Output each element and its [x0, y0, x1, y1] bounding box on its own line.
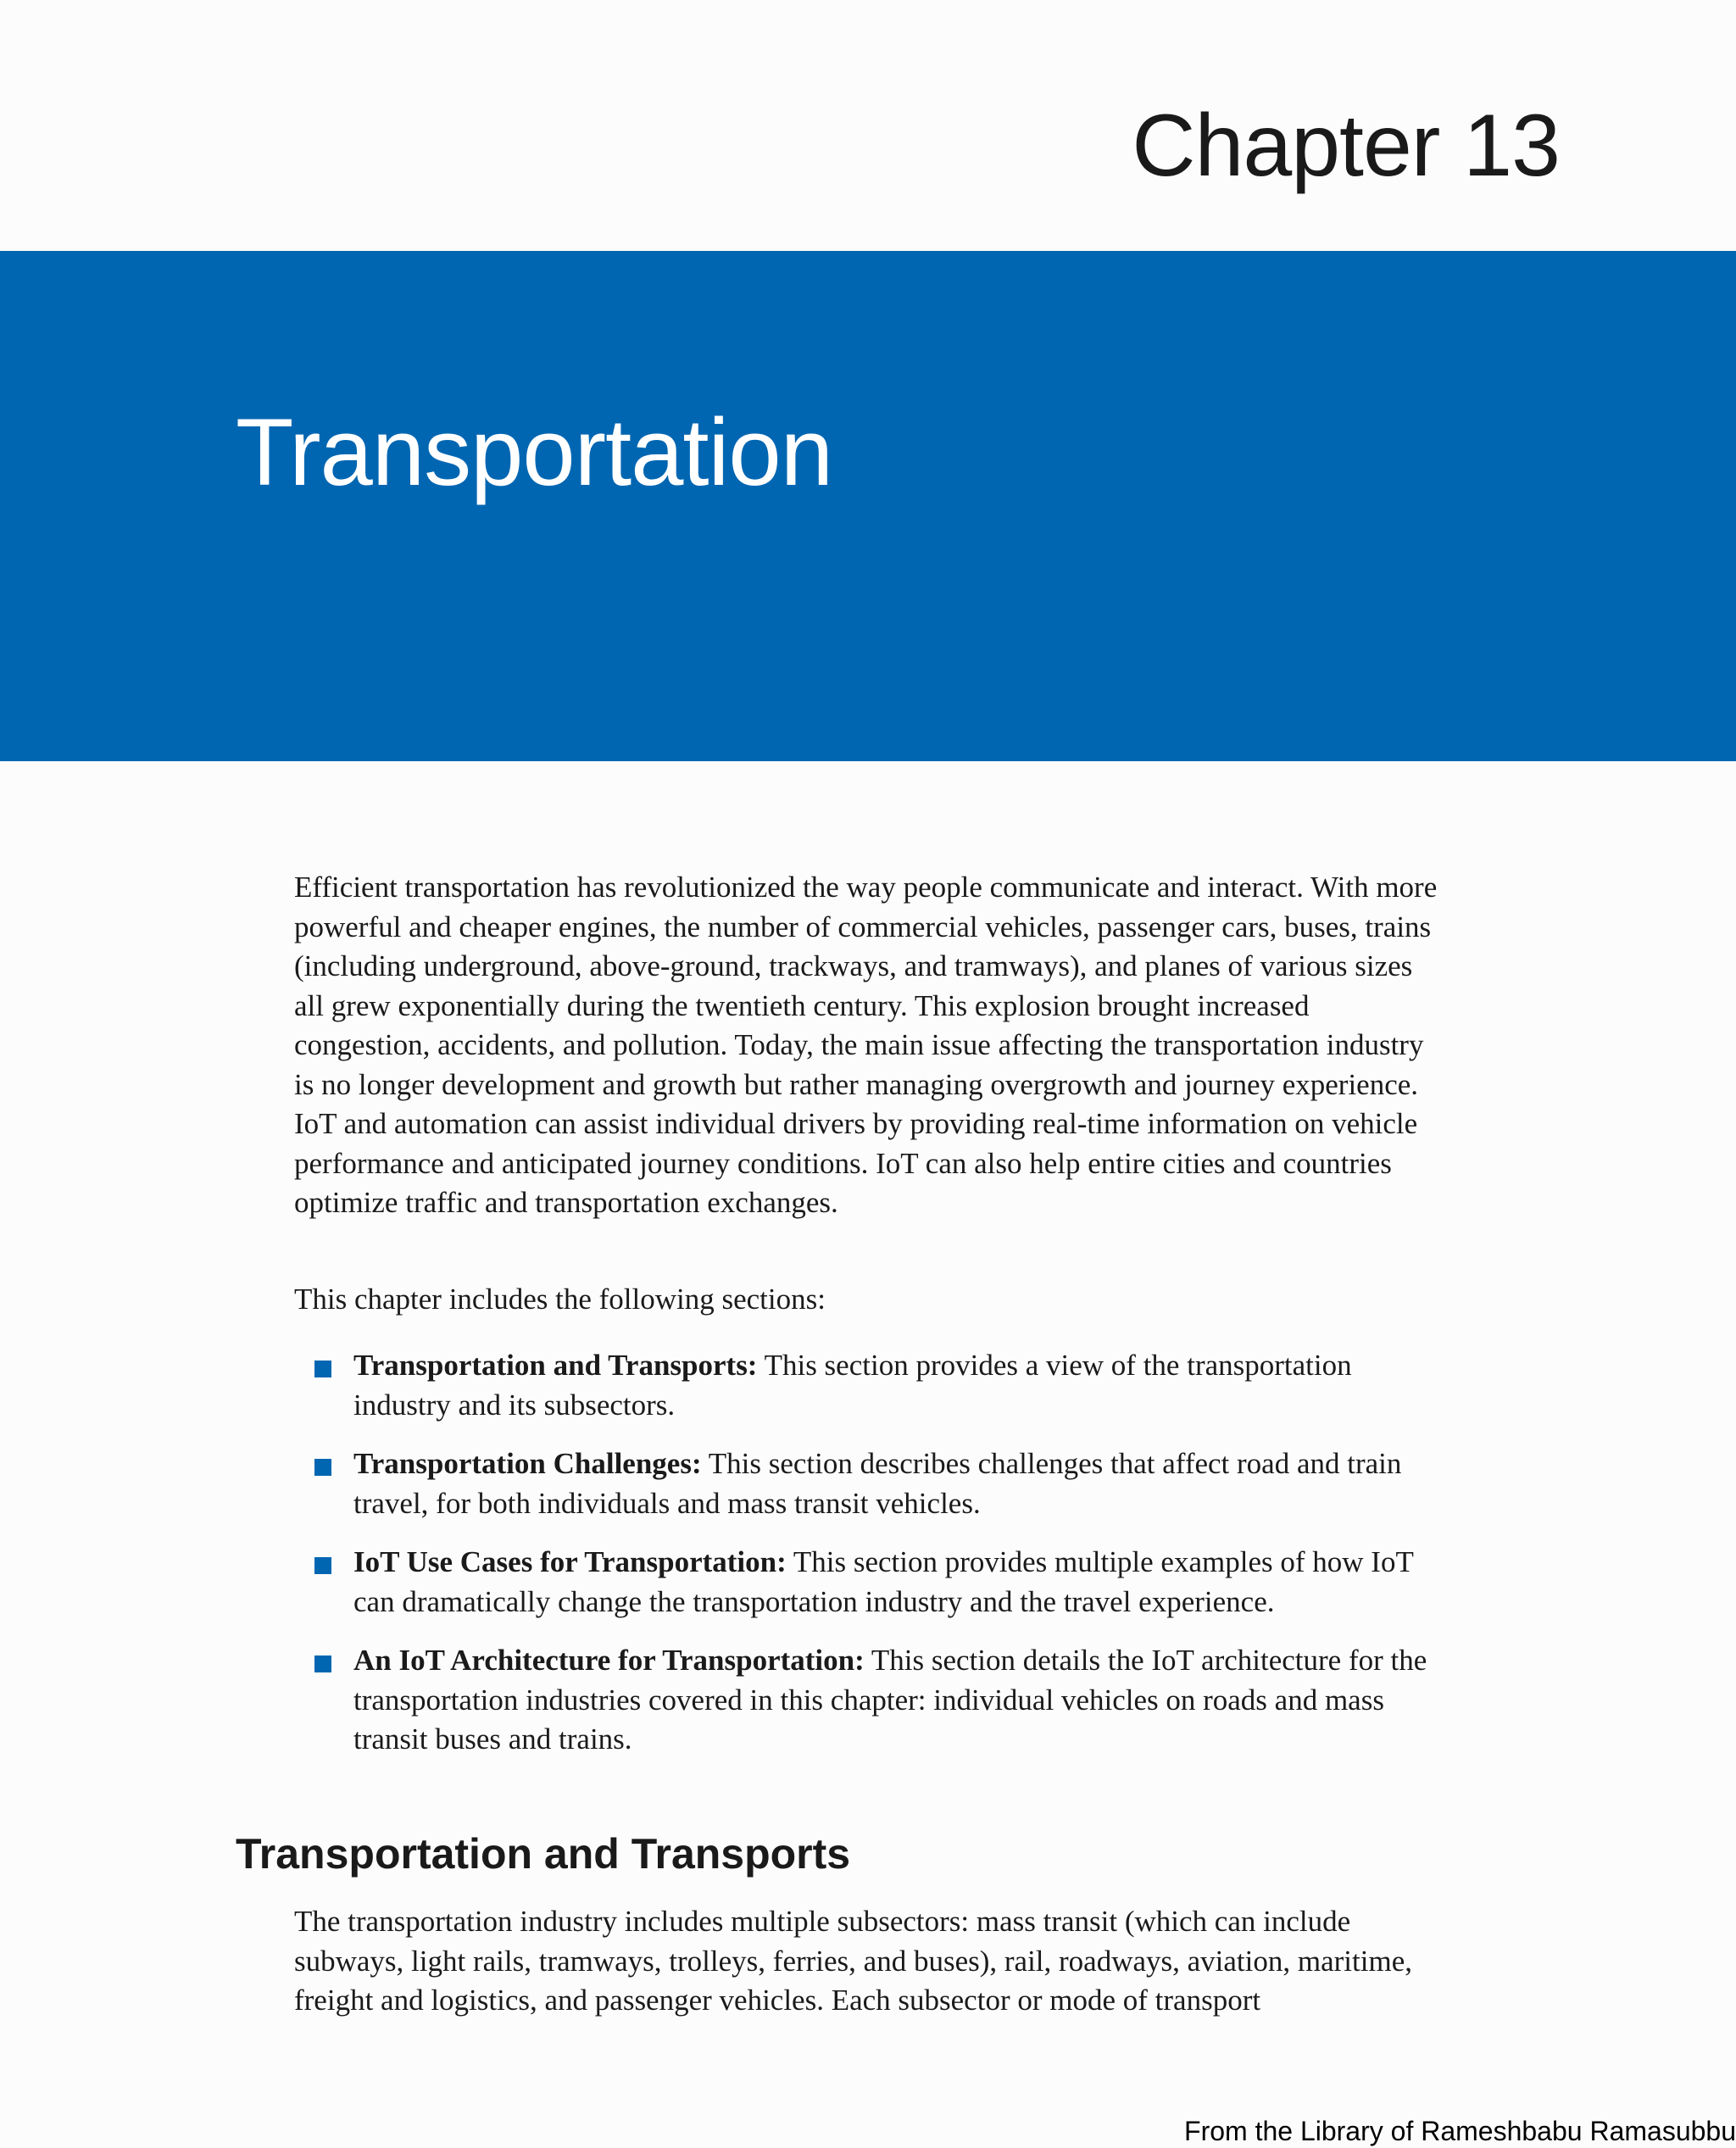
list-item-term: Transportation and Transports:	[353, 1349, 758, 1382]
list-item	[294, 1346, 1447, 1425]
intro-paragraph: Efficient transportation has revolutionized the way people communicate and interact. With more powerful and cheaper engines, the number of commercial vehicles, passenger cars, buses, trains (including underground, above-ground, trackways, and tramways), and planes of various sizes all grew exponentially during the twentieth century. This explosion brought increased congestion, accidents, and pollution. Today, the main issue affecting the transportation industry is no longer development and growth but rather managing overgrowth and journey experience. IoT and automation can assist individual drivers by providing real-time information on vehicle performance and anticipated journey conditions. IoT can also help entire cities and countries optimize traffic and transportation exchanges.	[294, 871, 1438, 1219]
list-item	[294, 1543, 1447, 1622]
chapter-number: Chapter 13	[1132, 97, 1560, 195]
list-item-description: This section describes challenges that affect road and train travel, for both individuals and mass transit vehicles.	[353, 1447, 1402, 1520]
chapter-sections-list	[294, 1346, 1447, 1779]
square-bullet-icon	[314, 1459, 331, 1476]
list-item-description: This section details the IoT architecture for the transportation industries covered in this chapter: individual vehicles on roads and mass transit buses and trains.	[353, 1644, 1427, 1756]
section-heading: Transportation and Transports	[236, 1830, 851, 1878]
list-item-description: This section provides a view of the transportation industry and its subsectors.	[353, 1349, 1352, 1422]
square-bullet-icon	[314, 1557, 331, 1574]
square-bullet-icon	[314, 1361, 331, 1377]
list-item-term: An IoT Architecture for Transportation:	[353, 1644, 865, 1677]
section-body-paragraph: The transportation industry includes multiple subsectors: mass transit (which can include subways, light rails, tramways, trolleys, ferries, and buses), rail, roadways, aviation, maritime, freight and logistics, and passenger vehicles. Each subsector or mode of transport	[294, 1905, 1412, 2017]
list-item-description: This section provides multiple examples of how IoT can dramatically change the transportation industry and the travel experience.	[353, 1545, 1414, 1618]
chapter-title: Transportation	[236, 399, 832, 505]
library-footer-note: From the Library of Rameshbabu Ramasubbu	[1184, 2116, 1736, 2146]
sections-lead: This chapter includes the following sections:	[294, 1283, 826, 1316]
square-bullet-icon	[314, 1656, 331, 1672]
list-item-term: Transportation Challenges:	[353, 1447, 702, 1480]
list-item	[294, 1641, 1447, 1760]
list-item-term: IoT Use Cases for Transportation:	[353, 1545, 787, 1578]
list-item	[294, 1444, 1447, 1523]
chapter-title-band	[0, 251, 1736, 761]
